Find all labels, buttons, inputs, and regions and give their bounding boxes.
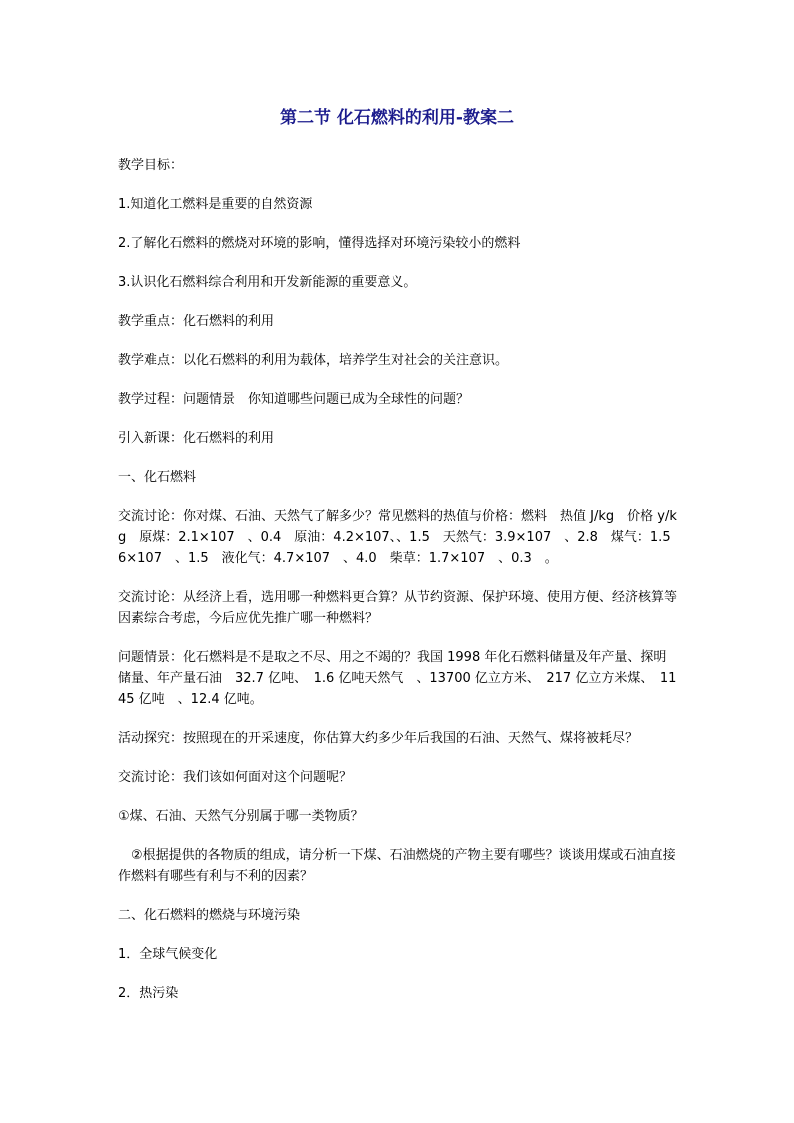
paragraph-question-1: ①煤、石油、天然气分别属于哪一类物质？ [118,809,364,824]
paragraph-activity: 活动探究：按照现在的开采速度，你估算大约多少年后我国的石油、天然气、煤将被耗尽？ [118,731,639,746]
section-heading-1: 一、化石燃料 [118,470,197,485]
paragraph-difficulty: 教学难点：以化石燃料的利用为载体，培养学生对社会的关注意识。 [118,353,509,368]
paragraph-objective-1: 1.知道化工燃料是重要的自然资源 [118,197,313,212]
paragraph-economics: 交流讨论：从经济上看，选用哪一种燃料更合算？从节约资源、保护环境、使用方便、经济核算等因素综合考虑，今后应优先推广哪一种燃料？ [118,590,678,626]
paragraph-intro: 引入新课：化石燃料的利用 [118,431,275,446]
document-title: 第二节 化石燃料的利用-教案二 [280,108,514,128]
paragraph-objective-3: 3.认识化石燃料综合利用和开发新能源的重要意义。 [118,275,417,290]
document-body [118,155,678,1022]
paragraph-fuel-values: 交流讨论：你对煤、石油、天然气了解多少？常见燃料的热值与价格：燃料 热值 J/kg 价格 y/kg 原煤：2.1×107 、0.4 原油：4.2×107、、1.5 天然气：3.9×107 、2.8 煤气：1.56×107 、1.5 液化气：4.7×107 、4.0 柴草：1.7×107 、0.3 。 [118,509,677,566]
paragraph-objectives-heading: 教学目标： [118,158,184,173]
paragraph-item-2: 2．热污染 [118,986,179,1001]
section-heading-2: 二、化石燃料的燃烧与环境污染 [118,908,301,923]
paragraph-reserves: 问题情景：化石燃料是不是取之不尽、用之不竭的？我国 1998 年化石燃料储量及年产量、探明储量、年产量石油 32.7 亿吨、 1.6 亿吨天然气 、13700 亿立方米、 217 亿立方米煤、 1145 亿吨 、12.4 亿吨。 [118,650,677,707]
paragraph-discussion: 交流讨论：我们该如何面对这个问题呢？ [118,770,353,785]
paragraph-objective-2: 2.了解化石燃料的燃烧对环境的影响，懂得选择对环境污染较小的燃料 [118,236,521,251]
paragraph-process: 教学过程：问题情景 你知道哪些问题已成为全球性的问题？ [118,392,470,407]
paragraph-question-2: ②根据提供的各物质的组成，请分析一下煤、石油燃烧的产物主要有哪些？谈谈用煤或石油直接作燃料有哪些有利与不利的因素？ [118,848,676,884]
paragraph-key-point: 教学重点：化石燃料的利用 [118,314,275,329]
paragraph-item-1: 1．全球气候变化 [118,947,218,962]
